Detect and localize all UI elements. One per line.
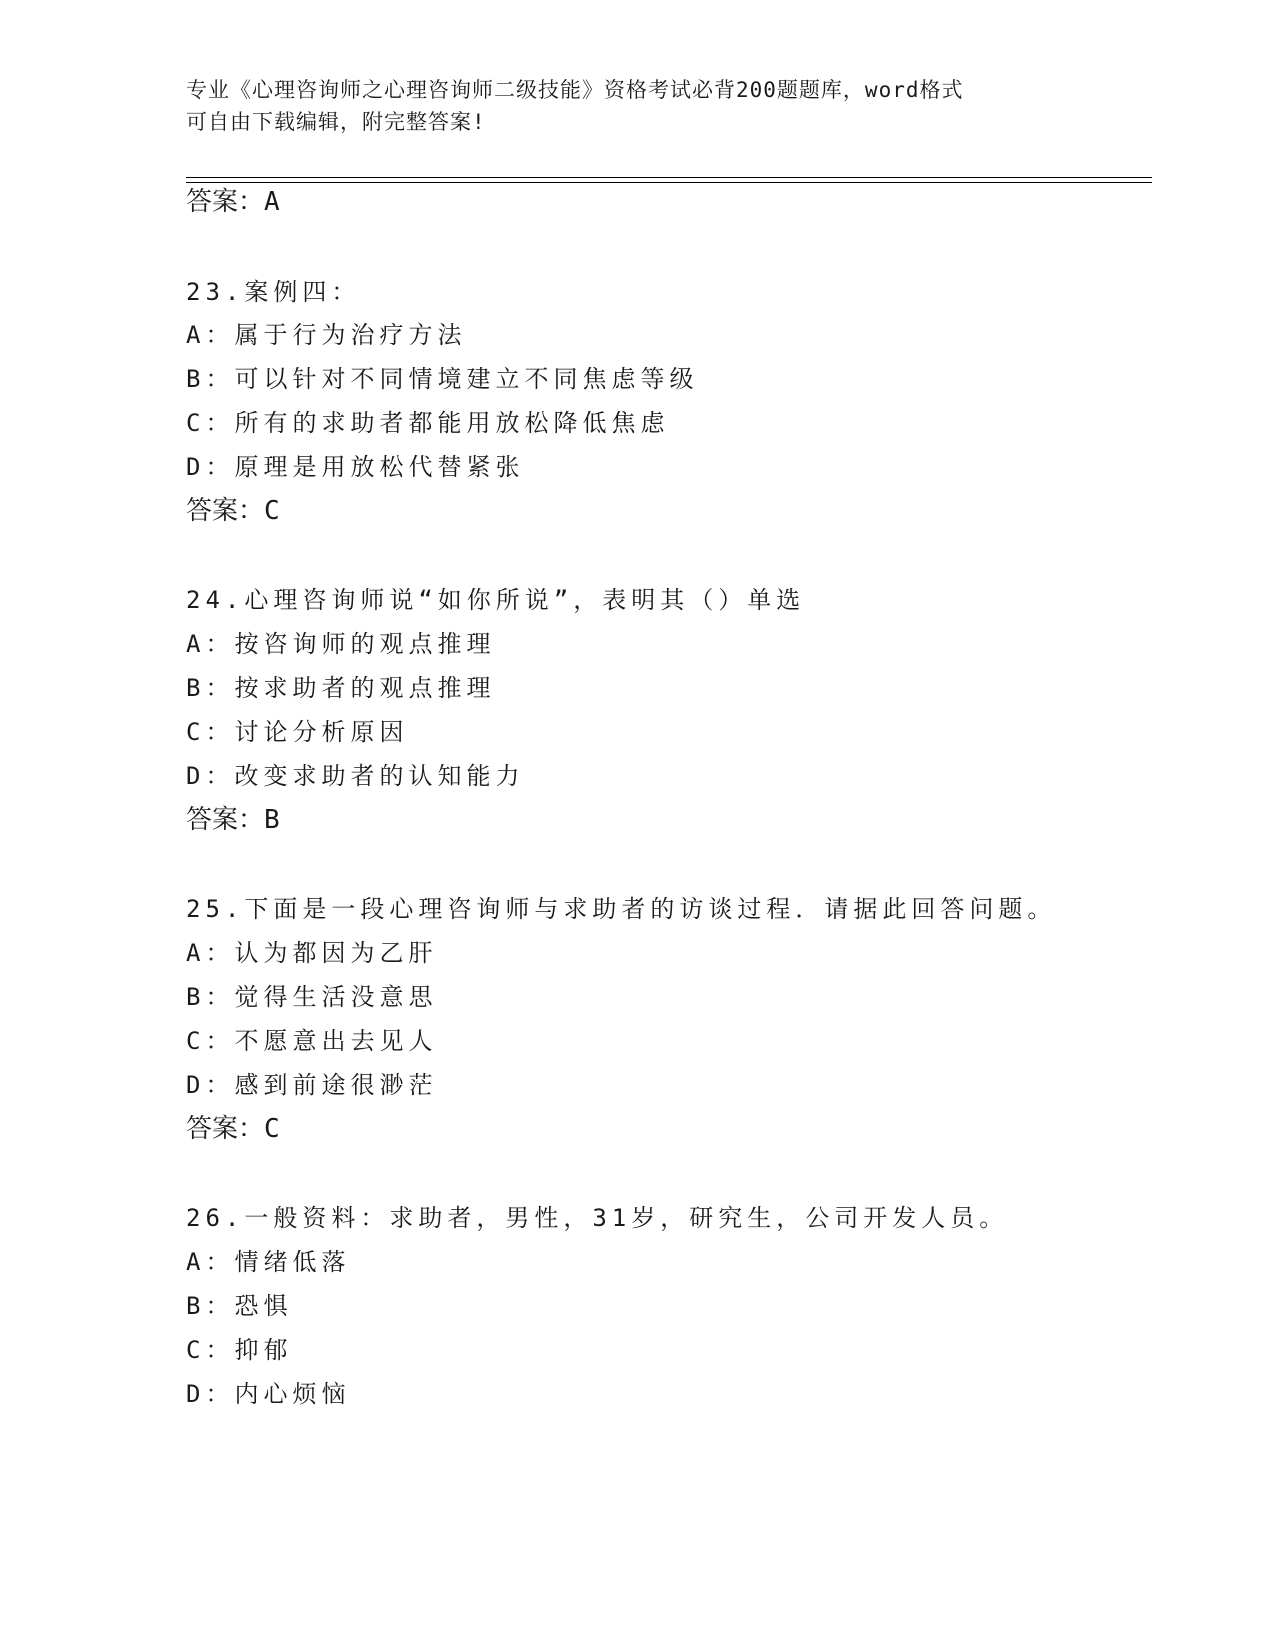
option-c: C：讨论分析原因: [186, 718, 409, 746]
answer-label: 答案：: [186, 496, 265, 526]
answer-line: [186, 494, 280, 528]
document-header: [186, 74, 1086, 138]
header-rule-top: [186, 177, 1152, 178]
option-d: D：改变求助者的认知能力: [186, 762, 525, 790]
option-b: B：可以针对不同情境建立不同焦虑等级: [186, 365, 699, 393]
option-c: C：抑郁: [186, 1336, 293, 1364]
option-c: C：所有的求助者都能用放松降低焦虑: [186, 409, 670, 437]
answer-label: 答案：: [186, 1114, 265, 1144]
answer-label: 答案：: [186, 805, 265, 835]
question-stem: 25.下面是一段心理咨询师与求助者的访谈过程．请据此回答问题。: [186, 895, 1057, 923]
answer-line: [186, 1112, 280, 1146]
option-b: B：恐惧: [186, 1292, 293, 1320]
question-stem: 23.案例四：: [186, 278, 361, 306]
option-a: A：按咨询师的观点推理: [186, 630, 496, 658]
answer-line: [186, 185, 280, 219]
answer-value: B: [264, 805, 280, 835]
option-c: C：不愿意出去见人: [186, 1027, 438, 1055]
option-a: A：属于行为治疗方法: [186, 321, 467, 349]
header-line-1: 专业《心理咨询师之心理咨询师二级技能》资格考试必背200题题库，word格式: [186, 78, 964, 102]
answer-line: [186, 803, 280, 837]
option-b: B：觉得生活没意思: [186, 983, 438, 1011]
option-d: D：内心烦恼: [186, 1380, 351, 1408]
option-a: A：认为都因为乙肝: [186, 939, 438, 967]
option-d: D：感到前途很渺茫: [186, 1071, 438, 1099]
option-a: A：情绪低落: [186, 1248, 351, 1276]
header-line-2: 可自由下载编辑，附完整答案!: [186, 110, 486, 134]
answer-value: C: [264, 496, 280, 526]
question-stem: 24.心理咨询师说“如你所说”，表明其（）单选: [186, 586, 806, 614]
header-rule-bottom: [186, 182, 1152, 183]
option-b: B：按求助者的观点推理: [186, 674, 496, 702]
question-stem: 26.一般资料：求助者，男性，31岁，研究生，公司开发人员。: [186, 1204, 1009, 1232]
answer-value: A: [264, 187, 280, 217]
option-d: D：原理是用放松代替紧张: [186, 453, 525, 481]
answer-value: C: [264, 1114, 280, 1144]
answer-label: 答案：: [186, 187, 265, 217]
